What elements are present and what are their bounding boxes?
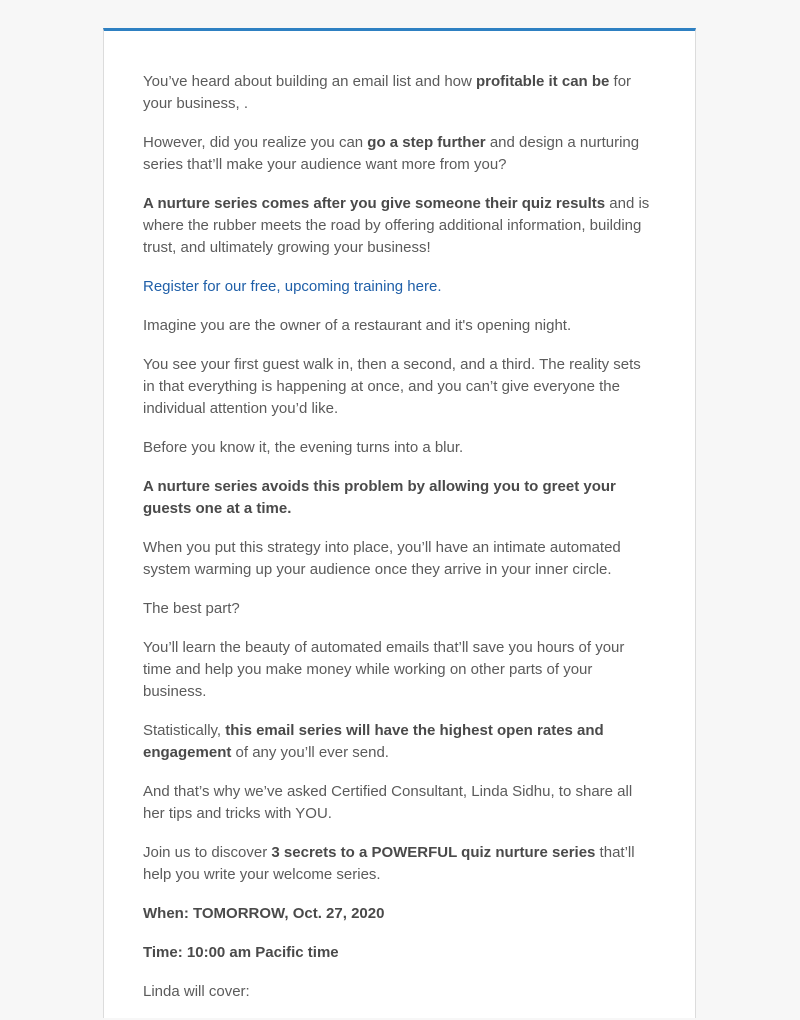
consultant-paragraph: And that’s why we’ve asked Certified Consultant, Linda Sidhu, to share all her tips and tricks with YOU. [143,783,633,822]
email-body [143,71,655,1020]
register-paragraph [143,276,655,298]
blur-paragraph: Before you know it, the evening turns into a blur. [143,439,464,456]
cover-intro: Linda will cover: [143,983,250,1000]
best-part-paragraph: The best part? [143,600,240,617]
emphasis-profitable: profitable it can be [476,73,610,90]
automated-emails-paragraph: You’ll learn the beauty of automated emails that’ll save you hours of your time and help you make money while working on other parts of your business. [143,639,625,700]
emphasis-step-further: go a step further [367,134,486,151]
strategy-paragraph: When you put this strategy into place, you’ll have an intimate automated system warming up your audience once they arrive in your inner circle. [143,539,621,578]
avoids-problem-paragraph: A nurture series avoids this problem by allowing you to greet your guests one at a time. [143,478,616,517]
guests-paragraph: You see your first guest walk in, then a second, and a third. The reality sets in that everything is happening at once, and you can’t give everyone the individual attention you’d like. [143,356,641,417]
restaurant-paragraph: Imagine you are the owner of a restaurant and it's opening night. [143,317,572,334]
emphasis-nurture-series: A nurture series comes after you give someone their quiz results [143,195,606,212]
statistics-paragraph: Statistically, this email series will have the highest open rates and engagement of any you’ll ever send. [143,722,604,761]
intro-paragraph: You’ve heard about building an email list and how profitable it can be for your business, . [143,73,632,112]
step-further-paragraph: However, did you realize you can go a step further and design a nurturing series that’ll make your audience want more from you? [143,134,640,173]
event-time: Time: 10:00 am Pacific time [143,944,339,961]
join-paragraph: Join us to discover 3 secrets to a POWERFUL quiz nurture series that’ll help you write your welcome series. [143,844,635,883]
event-when: When: TOMORROW, Oct. 27, 2020 [143,905,385,922]
nurture-definition-paragraph: A nurture series comes after you give someone their quiz results and is where the rubber meets the road by offering additional information, building trust, and ultimately growing your business! [143,195,650,256]
emphasis-secrets: 3 secrets to a POWERFUL quiz nurture series [271,844,596,861]
emphasis-open-rates: this email series will have the highest open rates and engagement [143,722,604,761]
register-link[interactable]: Register for our free, upcoming training here. [143,278,442,295]
email-card [103,28,696,1018]
